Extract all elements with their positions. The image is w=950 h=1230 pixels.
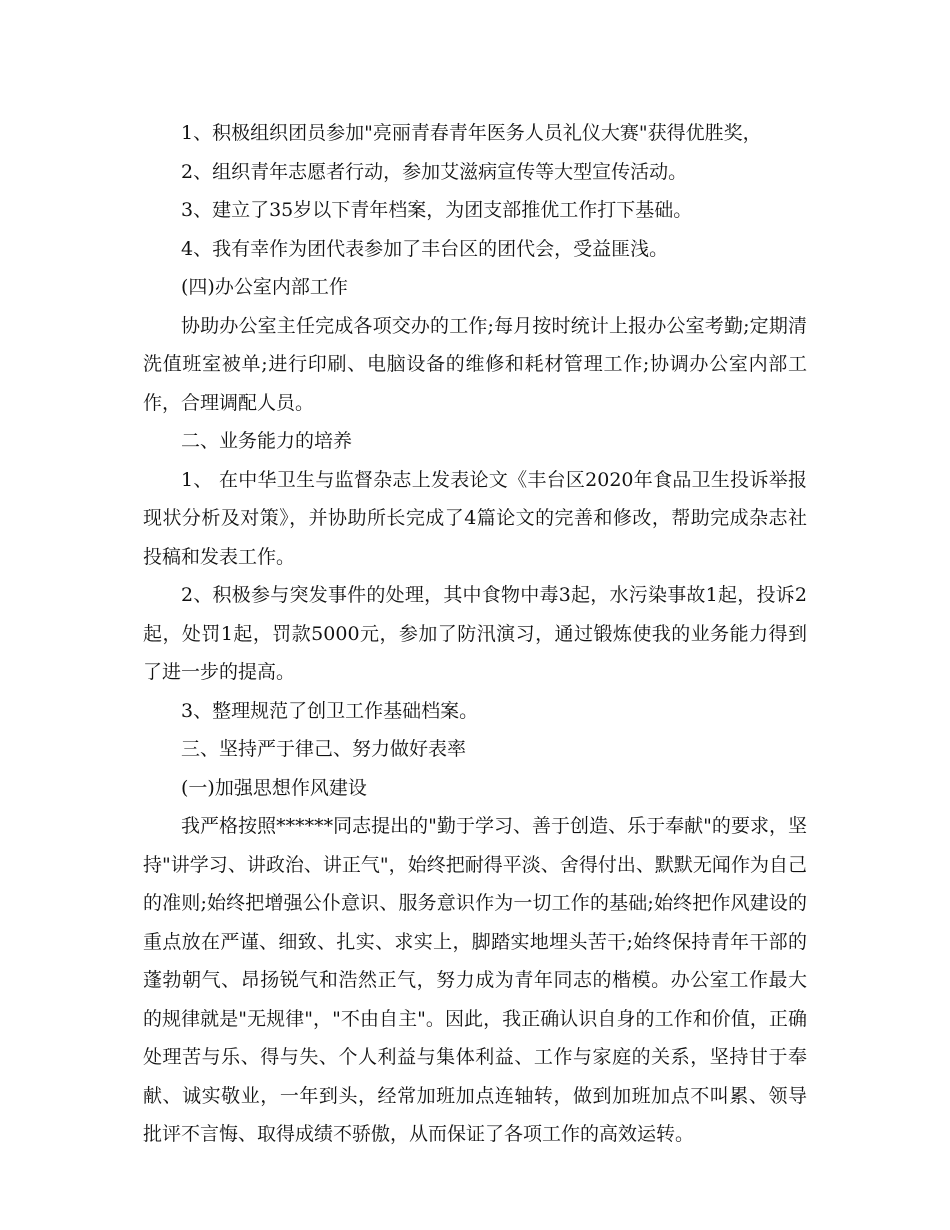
section-heading-self-discipline: 三、坚持严于律己、努力做好表率 [181,738,467,760]
paragraph-office-work: 协助办公室主任完成各项交办的工作;每月按时统计上报办公室考勤;定期清洗值班室被单;进行印刷、电脑设备的维修和耗材管理工作;协调办公室内部工作，合理调配人员。 [143,314,807,414]
section-heading-business-ability: 二、业务能力的培养 [181,430,353,452]
paragraph-business-item-2: 2、积极参与突发事件的处理，其中食物中毒3起，水污染事故1起，投诉2起，处罚1起，罚款5000元，参加了防汛演习，通过锻炼使我的业务能力得到了进一步的提高。 [143,584,807,683]
paragraph-item-1: 1、积极组织团员参加"亮丽青春青年医务人员礼仪大赛"获得优胜奖， [181,122,762,144]
paragraph-item-2: 2、组织青年志愿者行动，参加艾滋病宣传等大型宣传活动。 [181,160,688,183]
paragraph-item-3: 3、建立了35岁以下青年档案，为团支部推优工作打下基础。 [181,199,693,221]
document-body [143,114,807,1154]
section-heading-office-work: (四)办公室内部工作 [181,276,348,298]
paragraph-item-4: 4、我有幸作为团代表参加了丰台区的团代会，受益匪浅。 [181,237,669,260]
paragraph-business-item-3: 3、整理规范了创卫工作基础档案。 [181,699,479,722]
subsection-heading-ideology: (一)加强思想作风建设 [181,776,367,799]
paragraph-business-item-1: 1、 在中华卫生与监督杂志上发表论文《丰台区2020年食品卫生投诉举报现状分析及对策》，并协助所长完成了4篇论文的完善和修改，帮助完成杂志社投稿和发表工作。 [143,468,807,568]
paragraph-ideology: 我严格按照******同志提出的"勤于学习、善于创造、乐于奉献"的要求，坚持"讲学习、讲政治、讲正气"，始终把耐得平淡、舍得付出、默默无闻作为自己的准则;始终把增强公仆意识、服务意识作为一切工作的基础;始终把作风建设的重点放在严谨、细致、扎实、求实上，脚踏实地埋头苦干;始终保持青年干部的蓬勃朝气、昂扬锐气和浩然正气，努力成为青年同志的楷模。办公室工作最大的规律就是"无规律"，"不由自主"。因此，我正确认识自身的工作和价值，正确处理苦与乐、得与失、个人利益与集体利益、工作与家庭的关系，坚持甘于奉献、诚实敬业，一年到头，经常加班加点连轴转，做到加班加点不叫累、领导批评不言悔、取得成绩不骄傲，从而保证了各项工作的高效运转。 [143,815,807,1145]
